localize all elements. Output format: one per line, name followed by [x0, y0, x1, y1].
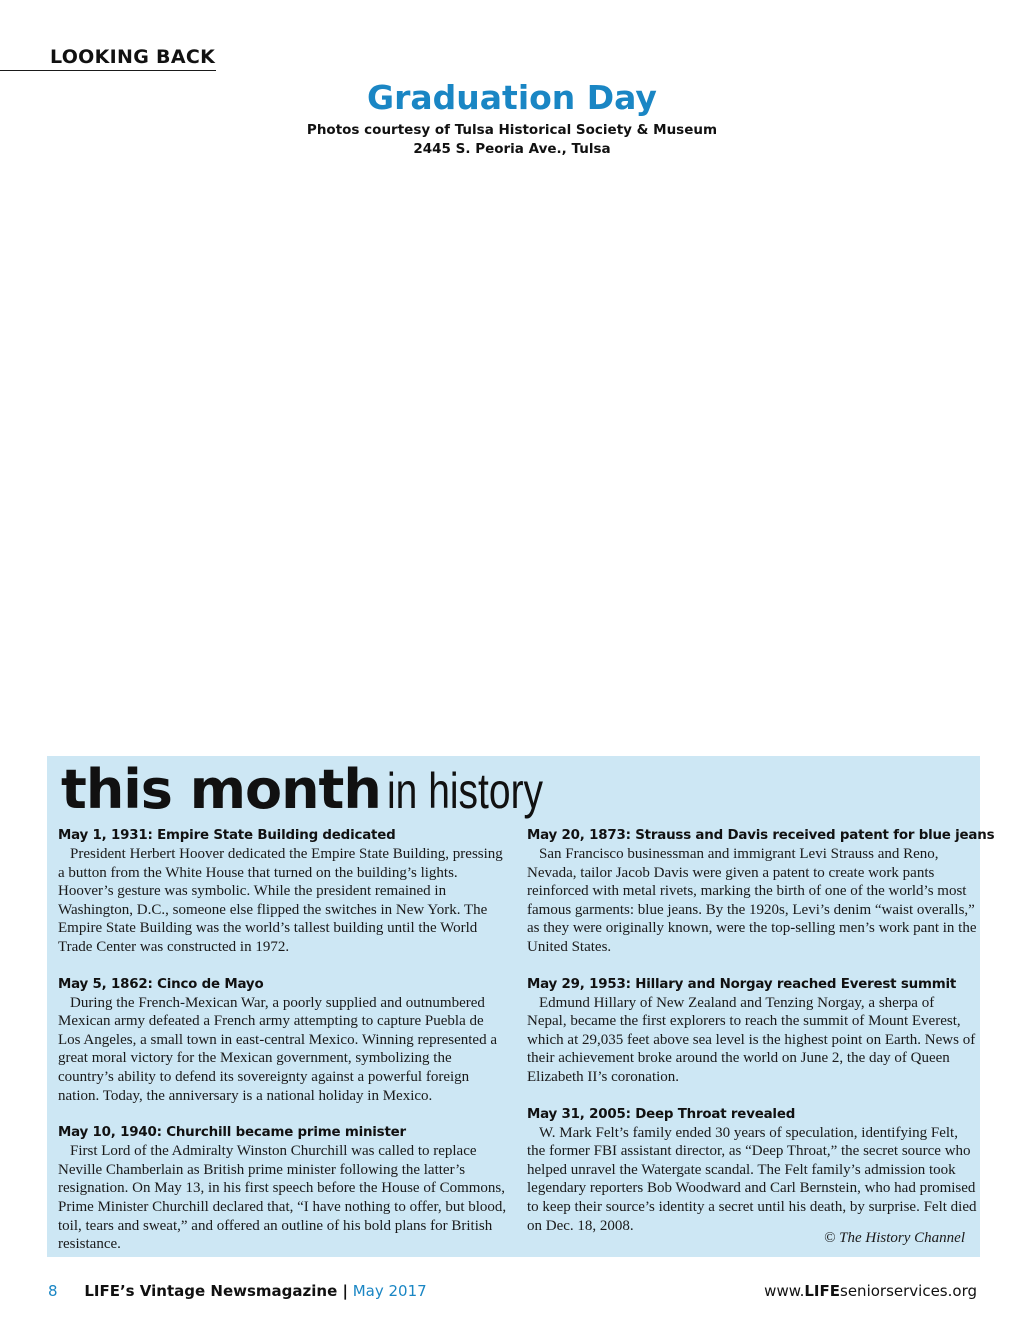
history-entry — [527, 826, 995, 957]
history-entry — [527, 1105, 977, 1236]
page-title: Graduation Day — [367, 78, 657, 117]
entry-headline: May 31, 2005: Deep Throat revealed — [527, 1106, 796, 1122]
entry-body: First Lord of the Admiralty Winston Churchill was called to replace Neville Chamberlain as British prime minister following the latter’s resignation. On May 13, in his first speech before the House of Commons, Prime Minister Churchill declared that, “I have nothing to offer, but blood, toil, tears and sweat,” and offered an outline of his bold plans for British resistance. — [58, 1143, 507, 1253]
issue-date: May 2017 — [352, 1282, 427, 1300]
history-entry — [527, 975, 977, 1087]
photo-area — [48, 172, 976, 744]
section-label — [0, 44, 216, 71]
this-month-in-history-box — [47, 756, 995, 1257]
history-entry — [58, 975, 508, 1106]
footer-left — [48, 1282, 427, 1300]
history-heading-strong: this month — [61, 758, 381, 821]
source-credit: © The History Channel — [824, 1230, 965, 1246]
entry-body: W. Mark Felt’s family ended 30 years of speculation, identifying Felt, the former FBI assistant director, as “Deep Throat,” the secret source who helped unravel the Watergate scandal. The Felt family’s admission took legendary reporters Bob Woodward and Carl Bernstein, who had promised to keep their source’s identity a secret until his death, by surprise. Felt died on Dec. 18, 2008. — [527, 1124, 977, 1234]
url-suffix: seniorservices.org — [840, 1282, 977, 1300]
history-column-left — [58, 826, 508, 1254]
history-entry — [58, 826, 508, 957]
entry-headline: May 20, 1873: Strauss and Davis received patent for blue jeans — [527, 828, 995, 843]
entry-body: President Herbert Hoover dedicated the Empire State Building, pressing a button from the White House that turned on the building’s lights. Hoover’s gesture was symbolic. While the president remained in Washington, D.C., someone else flipped the switches in New York. The Empire State Building was the world’s tallest building until the World Trade Center was constructed in 1972. — [58, 846, 503, 955]
entry-body: Edmund Hillary of New Zealand and Tenzing Norgay, a sherpa of Nepal, became the first explorers to reach the summit of Mount Everest, which at 29,035 feet above sea level is the highest point on Earth. News of their achievement broke around the world on June 2, the day of Queen Elizabeth II’s coronation. — [527, 994, 976, 1085]
magazine-name: LIFE’s Vintage Newsmagazine | — [84, 1282, 348, 1300]
history-heading-light: in history — [386, 763, 543, 819]
section-label-text: LOOKING BACK — [50, 46, 216, 68]
entry-headline: May 5, 1862: Cinco de Mayo — [58, 976, 264, 992]
entry-headline: May 10, 1940: Churchill became prime minister — [58, 1125, 406, 1141]
url-prefix: www. — [764, 1282, 805, 1300]
entry-headline: May 29, 1953: Hillary and Norgay reached Everest summit — [527, 976, 957, 992]
url-brand: LIFE — [804, 1282, 841, 1300]
photo-credit-line2: 2445 S. Peoria Ave., Tulsa — [413, 141, 611, 157]
history-entry — [58, 1123, 508, 1254]
entry-headline: May 1, 1931: Empire State Building dedicated — [58, 828, 396, 843]
photo-credit-line1: Photos courtesy of Tulsa Historical Society & Museum — [306, 122, 718, 138]
entry-body: San Francisco businessman and immigrant Levi Strauss and Reno, Nevada, tailor Jacob Davis were given a patent to create work pants reinforced with metal rivets, marking the birth of one of the world’s most famous garments: blue jeans. By the 1920s, Levi’s denim “waist overalls,” as they were originally known, were the top-selling men’s work pant in the United States. — [527, 846, 977, 955]
history-column-right — [527, 826, 995, 1235]
footer-url[interactable] — [764, 1282, 977, 1300]
history-heading — [61, 758, 587, 821]
page-number: 8 — [48, 1282, 58, 1300]
entry-body: During the French-Mexican War, a poorly supplied and outnumbered Mexican army defeated a French army attempting to capture Puebla de Los Angeles, a small town in east-central Mexico. Winning represented a great moral victory for the Mexican government, symbolizing the country’s ability to defend its sovereignty against a powerful foreign nation. Today, the anniversary is a national holiday in Mexico. — [58, 994, 497, 1104]
